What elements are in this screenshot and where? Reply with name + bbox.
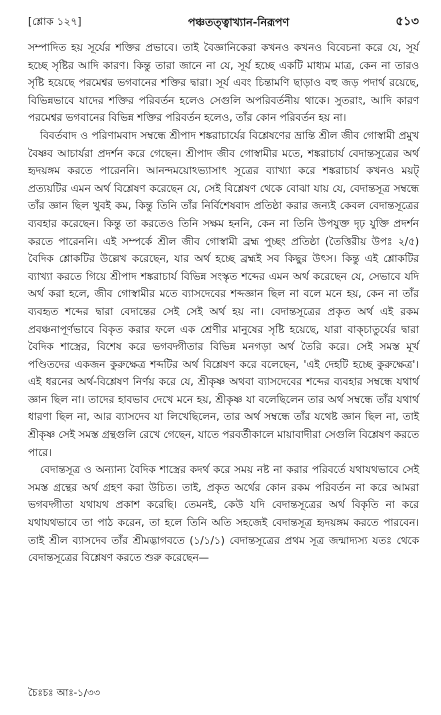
paragraph: সম্পাদিত হয় সূর্যের শক্তির প্রভাবে। তাই বৈজ্ঞানিকেরা কখনও কখনও বিবেচনা করে যে, সূর্য হচ্ছে সৃষ্টির আদি কারণ। কিন্তু তারা জানে না যে, সূর্য হচ্ছে একটি মাধ্যম মাত্র, কেন না তারও সৃষ্টি হয়েছে পরমেশ্বর ভগবানের শক্তির দ্বারা। সূর্য এবং চিন্তামণি ছাড়াও বহু জড় পদার্থ রয়েছে, বিভিন্নভাবে যাদের শক্তির পরিবর্তন হলেও সেগুলি অপরিবর্তনীয় থাকে। সুতরাং, আদি কারণ পরমেশ্বর ভগবানের বিভিন্ন শক্তির পরিবর্তন হলেও, তাঁর কোন পরিবর্তন হয় না। — [28, 42, 419, 125]
paragraph: বেদান্তসূত্র ও অন্যান্য বৈদিক শাস্ত্রের কদর্থ করে সময় নষ্ট না করার পরিবর্তে যথাযথভাবে সেই সমস্ত গ্রন্থের অর্থ গ্রহণ করা উচিত। তাই, প্রকৃত অর্থের কোন রকম পরিবর্তন না করে আমরা ভগবদ্গীতা যথাযথ প্রকাশ করেছি। তেমনই, কেউ যদি বেদান্তসূত্রের অর্থ বিকৃতি না করে যথাযথভাবে তা পাঠ করেন, তা হলে তিনি অতি সহজেই বেদান্তসূত্র হৃদয়ঙ্গম করতে পারবেন। তাই শ্রীল ব্যাসদেব তাঁর শ্রীমদ্ভাগবতে (১/১/১) বেদান্তসূত্রের প্রথম সূত্র জন্মাদ্যস্য যতঃ থেকে বেদান্তসূত্রের বিশ্লেষণ করতে শুরু করেছেন— — [28, 464, 419, 565]
page-footer: চৈঃচঃ আঃ-১/৩৩ — [28, 688, 101, 699]
chapter-title: পঞ্চতত্ত্বাখ্যান-নিরূপণ — [187, 15, 290, 29]
running-header — [28, 10, 419, 36]
verse-reference: [শ্লোক ১২৭] — [28, 15, 82, 28]
body-text — [28, 40, 419, 568]
paragraph: বিবর্তবাদ ও পরিণামবাদ সম্বন্ধে শ্রীপাদ শঙ্করাচার্যের বিশ্লেষণের ভ্রান্তি শ্রীল জীব গোস্বামী প্রমুখ বৈষ্ণব আচার্যরা প্রদর্শন করে গেছেন। শ্রীপাদ জীব গোস্বামীর মতে, শঙ্করাচার্য বেদান্তসূত্রের অর্থ হৃদয়ঙ্গম করতে পারেননি। আনন্দময়োঽভ্যাসাৎ সূত্রের ব্যাখ্যা করে শঙ্করাচার্য কখনও ময়ট্ প্রত্যয়টির এমন অর্থ বিশ্লেষণ করেছেন যে, সেই বিশ্লেষণ থেকে বোঝা যায় যে, বেদান্তসূত্র সম্বন্ধে তাঁর জ্ঞান ছিল খুবই কম, কিন্তু তিনি তাঁর নির্বিশেষবাদ প্রতিষ্ঠা করার জন্যই কেবল বেদান্তসূত্রের ব্যবহার করেছেন। কিন্তু তা করতেও তিনি সক্ষম হননি, কেন না তিনি উপযুক্ত দৃঢ় যুক্তি প্রদর্শন করতে পারেননি। এই সম্পর্কে শ্রীল জীব গোস্বামী ব্রহ্ম পুচ্ছং প্রতিষ্ঠা (তৈত্তিরীয় উপঃ ২/৫) বৈদিক শ্লোকটির উল্লেখ করেছেন, যার অর্থ হচ্ছে ব্রহ্মই সব কিছুর উৎস। কিন্তু এই শ্লোকটির ব্যাখ্যা করতে গিয়ে শ্রীপাদ শঙ্করাচার্য বিভিন্ন সংস্কৃত শব্দের এমন অর্থ করেছেন যে, সেভাবে যদি অর্থ করা হলে, জীব গোস্বামীর মতে ব্যাসদেবের শব্দজ্ঞান ছিল না বলে মনে হয়, কেন না তাঁর ব্যবহৃত শব্দের দ্বারা বেদান্তের সেই সেই অর্থ হয় না। বেদান্তসূত্রের প্রকৃত অর্থ এই রকম প্রবঞ্চনাপূর্ণভাবে বিকৃত করার ফলে এক শ্রেণীর মানুষের সৃষ্টি হয়েছে, যারা বাক্চাতুর্যের দ্বারা বৈদিক শাস্ত্রের, বিশেষ করে ভগবদ্গীতার বিভিন্ন মনগড়া অর্থ তৈরি করে। সেই সমস্ত মূর্খ পণ্ডিতদের একজন কুরুক্ষেত্র শব্দটির অর্থ বিশ্লেষণ করে বলেছেন, 'এই দেহটি হচ্ছে কুরুক্ষেত্র'। এই ধরনের অর্থ-বিশ্লেষণ নির্ণয় করে যে, শ্রীকৃষ্ণ অথবা ব্যাসদেবের শব্দের ব্যবহার সম্বন্ধে যথার্থ জ্ঞান ছিল না। তাদের হাবভাব দেখে মনে হয়, শ্রীকৃষ্ণ যা বলেছিলেন তার অর্থ সম্বন্ধে তাঁর যথার্থ ধারণা ছিল না, আর ব্যাসদেব যা লিখেছিলেন, তার অর্থ সম্বন্ধে তাঁর যথেষ্ট জ্ঞান ছিল না, তাই শ্রীকৃষ্ণ সেই সমস্ত গ্রন্থগুলি রেখে গেছেন, যাতে পরবর্তীকালে মায়াবাদীরা সেগুলি বিশ্লেষণ করতে পারে। — [28, 129, 419, 459]
page-number: ৫১৩ — [395, 14, 419, 28]
